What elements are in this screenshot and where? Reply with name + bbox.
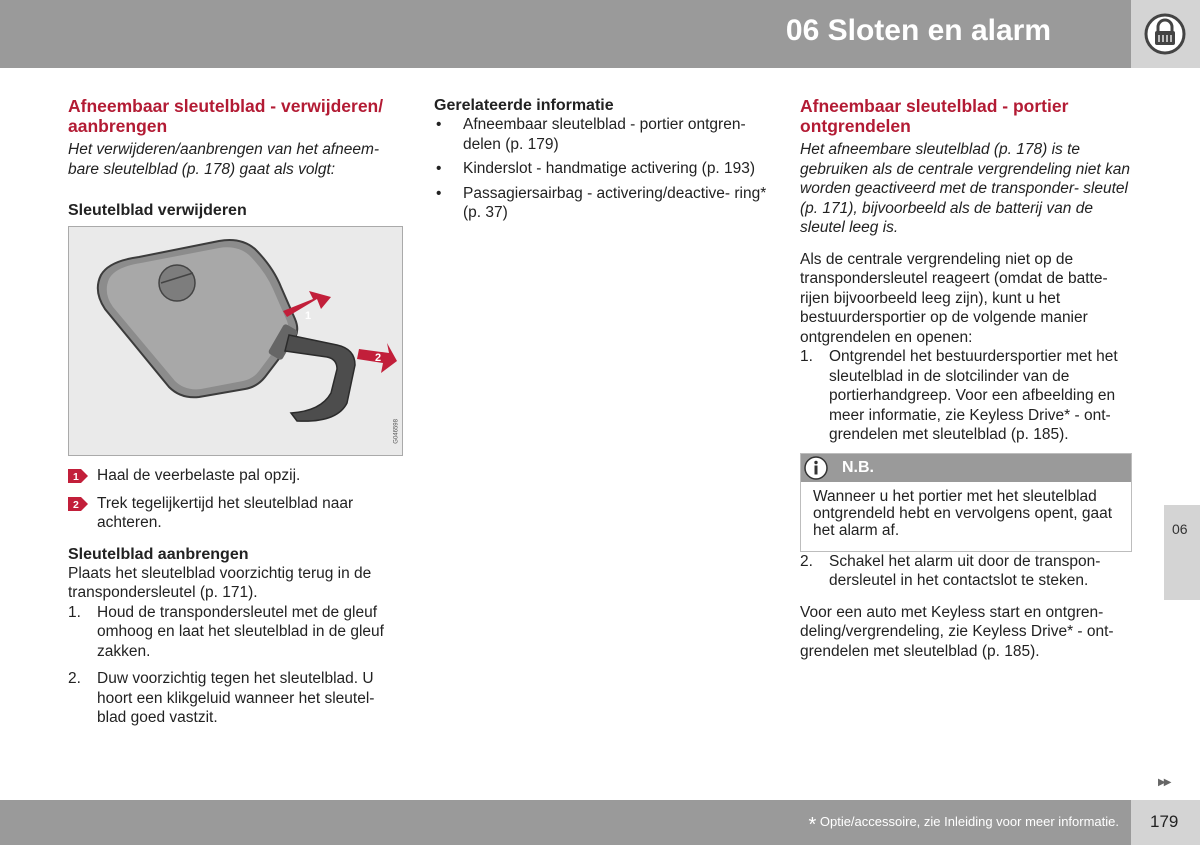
asterisk: * bbox=[808, 814, 817, 836]
callout-badge-1: 1 bbox=[68, 469, 88, 483]
unlock-steps bbox=[800, 347, 1132, 445]
related-info-list bbox=[434, 115, 769, 223]
related-info-heading: Gerelateerde informatie bbox=[434, 97, 614, 114]
note-box bbox=[800, 453, 1132, 552]
note-text: Wanneer u het portier met het sleutelblad ontgrendeld hebt en vervolgens opent, gaat het alarm af. bbox=[813, 487, 1113, 539]
figure-label-1: 1 bbox=[305, 310, 312, 322]
footer-bar bbox=[0, 800, 1131, 845]
key-illustration-svg bbox=[69, 227, 402, 455]
related-link[interactable]: • Afneembaar sleutelblad - portier ontgren- delen (p. 179) bbox=[434, 115, 769, 154]
note-label: N.B. bbox=[842, 458, 874, 476]
chapter-tab[interactable] bbox=[1164, 505, 1200, 600]
next-page-arrows-icon: ▶▶ bbox=[1158, 777, 1170, 788]
chapter-tab-label: 06 bbox=[1172, 521, 1188, 537]
callout-badge-2: 2 bbox=[68, 497, 88, 511]
callout-text-2: Trek tegelijkertijd het sleutelblad naar achteren. bbox=[97, 494, 354, 531]
list-item: 1. Houd de transpondersleutel met de gleuf omhoog en laat het sleutelblad in de gleuf zakken. bbox=[68, 603, 384, 660]
callout-1 bbox=[68, 466, 403, 486]
key-blade-illustration bbox=[68, 226, 403, 456]
column-middle bbox=[434, 96, 769, 228]
footer-note-text: Optie/accessoire, zie Inleiding voor meer informatie. bbox=[816, 814, 1119, 829]
related-link[interactable]: • Kinderslot - handmatige activering (p. 193) bbox=[434, 159, 769, 179]
figure-code: G046598 bbox=[394, 419, 400, 444]
column-left bbox=[68, 96, 403, 736]
unlock-steps-continued bbox=[800, 552, 1132, 591]
column-right bbox=[800, 96, 1132, 661]
paragraph: Voor een auto met Keyless start en ontgren- deling/vergrendeling, zie Keyless Drive* - ont- grendelen met sleutelblad (p. 185). bbox=[800, 603, 1114, 660]
chapter-icon-box bbox=[1131, 0, 1200, 68]
callout-text-1: Haal de veerbelaste pal opzij. bbox=[97, 467, 301, 484]
page-number-box bbox=[1131, 800, 1200, 845]
list-item: 1. Ontgrendel het bestuurdersportier met het sleutelblad in de slotcilinder van de portierhandgreep. Voor een afbeelding en meer informatie, zie Keyless Drive* - ont- grendelen met sleutelblad (p. 185). bbox=[800, 348, 1118, 443]
subheading-remove: Sleutelblad verwijderen bbox=[68, 202, 247, 219]
attach-text: Plaats het sleutelblad voorzichtig terug in de transpondersleutel (p. 171). bbox=[68, 564, 372, 601]
note-header bbox=[801, 454, 1131, 482]
section-intro: Het afneembare sleutelblad (p. 178) is te gebruiken als de centrale vergrendeling niet kan worden geactiveerd met de transponder- sleutel (p. 171), bijvoorbeeld als de batterij van de sleutel leeg is. bbox=[800, 141, 1131, 236]
page-number: 179 bbox=[1150, 812, 1179, 831]
page-title: 06 Sloten en alarm bbox=[785, 14, 1051, 47]
footer-note bbox=[808, 814, 1119, 837]
figure-label-2: 2 bbox=[375, 352, 382, 364]
paragraph: Als de centrale vergrendeling niet op de transpondersleutel reageert (omdat de batte- rijen bijvoorbeeld leeg zijn), kunt u het bestuurdersportier op de volgende manier ontgrendelen en openen: bbox=[800, 250, 1108, 346]
related-link[interactable]: • Passagiersairbag - activering/deactive- ring* (p. 37) bbox=[434, 184, 769, 223]
padlock-icon bbox=[1144, 13, 1186, 55]
callout-2 bbox=[68, 494, 403, 533]
section-intro: Het verwijderen/aanbrengen van het afneem- bare sleutelblad (p. 178) gaat als volgt: bbox=[68, 141, 380, 178]
header-bar bbox=[0, 0, 1131, 68]
info-icon bbox=[804, 456, 828, 480]
list-item: 2. Duw voorzichtig tegen het sleutelblad. U hoort een klikgeluid wanneer het sleutel- blad goed vastzit. bbox=[68, 670, 375, 726]
attach-steps bbox=[68, 603, 403, 728]
section-heading-remove-attach: Afneembaar sleutelblad - verwijderen/ aanbrengen bbox=[68, 96, 384, 136]
subheading-attach: Sleutelblad aanbrengen bbox=[68, 545, 249, 563]
list-item: 2. Schakel het alarm uit door de transpon- dersleutel in het contactslot te steken. bbox=[800, 552, 1101, 589]
section-heading-unlock: Afneembaar sleutelblad - portier ontgrendelen bbox=[800, 96, 1069, 136]
